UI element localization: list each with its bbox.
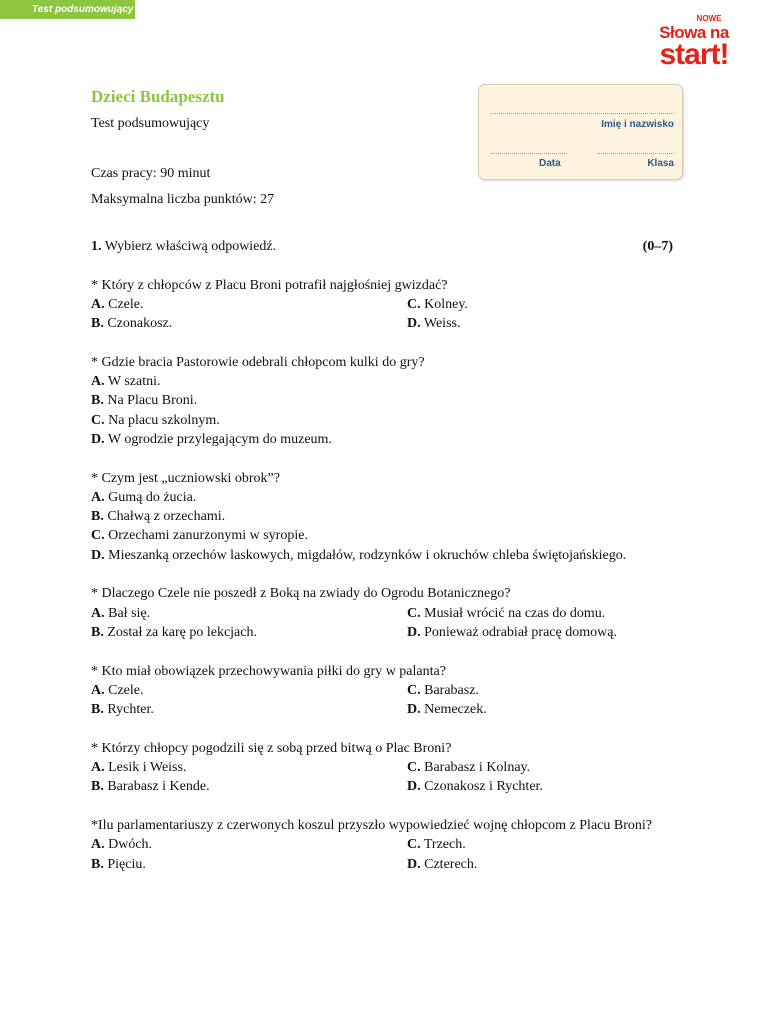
option-text: Barabasz i Kende.: [107, 779, 210, 795]
option-text: W ogrodzie przylegającym do muzeum.: [107, 431, 332, 447]
class-line: [597, 153, 674, 154]
question: [91, 584, 673, 642]
option-text: Czele.: [108, 682, 144, 698]
logo-slowa-na: Słowa na: [659, 23, 729, 42]
option-text: Barabasz i Kolnay.: [424, 760, 531, 776]
option-text: Ponieważ odrabiał pracę domową.: [424, 624, 617, 640]
option-letter: A.: [91, 489, 105, 505]
option-text: Został za karę po lekcjach.: [107, 624, 257, 640]
question: [91, 353, 673, 449]
answer-option: [407, 777, 543, 796]
work-time: Czas pracy: 90 minut: [91, 166, 211, 181]
answer-option: [91, 777, 407, 796]
name-label: Imię i nazwisko: [601, 119, 674, 130]
task-header: [91, 237, 673, 256]
date-line: [491, 153, 567, 154]
option-letter: C.: [91, 528, 105, 544]
question-text: * Który z chłopców z Placu Broni potrafił najgłośniej gwizdać?: [91, 277, 448, 293]
option-letter: D.: [407, 702, 421, 718]
option-text: Czterech.: [424, 856, 478, 872]
option-text: Musiał wrócić na czas do domu.: [424, 605, 606, 621]
answer-option: [91, 507, 673, 526]
answer-option: [407, 295, 468, 314]
option-letter: D.: [407, 856, 421, 872]
answer-option: [91, 546, 673, 565]
option-text: W szatni.: [107, 374, 161, 390]
option-letter: D.: [91, 431, 105, 447]
option-letter: D.: [407, 624, 421, 640]
option-text: Pięciu.: [107, 856, 146, 872]
task-number: 1.: [91, 239, 102, 254]
option-text: Trzech.: [423, 837, 466, 853]
answer-option: [407, 855, 477, 874]
date-label: Data: [539, 158, 561, 169]
document-subtitle: Test podsumowujący: [91, 116, 210, 131]
option-letter: C.: [407, 605, 421, 621]
option-text: Lesik i Weiss.: [108, 760, 187, 776]
option-letter: B.: [91, 316, 104, 332]
question-text: * Gdzie bracia Pastorowie odebrali chłopcom kulki do gry?: [91, 354, 425, 370]
document-title: Dzieci Budapesztu: [91, 87, 225, 106]
option-text: Rychter.: [107, 702, 154, 718]
option-text: Czele.: [108, 296, 144, 312]
option-letter: D.: [407, 779, 421, 795]
option-text: Bał się.: [108, 605, 151, 621]
option-letter: B.: [91, 702, 104, 718]
answer-option: [91, 604, 407, 623]
option-text: Mieszanką orzechów laskowych, migdałów, rodzynków i okruchów chleba świętojańskiego.: [108, 547, 627, 563]
answer-option: [91, 623, 407, 642]
option-letter: B.: [91, 509, 104, 525]
answer-option: [91, 526, 673, 545]
question: [91, 662, 673, 720]
option-letter: C.: [407, 682, 421, 698]
option-text: Kolney.: [424, 296, 468, 312]
option-text: Barabasz.: [424, 682, 479, 698]
question-text: * Którzy chłopcy pogodzili się z sobą przed bitwą o Plac Broni?: [91, 740, 452, 756]
option-letter: C.: [407, 760, 421, 776]
answer-option: [407, 314, 460, 333]
option-letter: A.: [91, 837, 105, 853]
answer-option: [91, 681, 407, 700]
question-text: * Czym jest „uczniowski obrok”?: [91, 470, 280, 486]
option-letter: B.: [91, 393, 104, 409]
option-letter: B.: [91, 624, 104, 640]
option-letter: C.: [407, 837, 421, 853]
option-letter: D.: [91, 547, 105, 563]
option-letter: B.: [91, 856, 104, 872]
question-text: * Kto miał obowiązek przechowywania piłki do gry w palanta?: [91, 663, 446, 679]
option-letter: C.: [407, 296, 421, 312]
student-info-box: [478, 84, 683, 180]
option-letter: A.: [91, 605, 105, 621]
option-letter: D.: [407, 316, 421, 332]
logo-nowe: NOWE: [696, 14, 722, 23]
option-text: Nemeczek.: [424, 702, 487, 718]
answer-option: [407, 681, 479, 700]
option-text: Orzechami zanurzonymi w syropie.: [108, 528, 308, 544]
answer-option: [91, 314, 407, 333]
answer-option: [91, 835, 407, 854]
option-text: Czonakosz.: [107, 316, 173, 332]
task-instruction: Wybierz właściwą odpowiedź.: [104, 239, 277, 254]
answer-option: [91, 488, 673, 507]
name-line: [491, 113, 674, 114]
option-text: Dwóch.: [108, 837, 153, 853]
answer-option: [407, 604, 605, 623]
answer-option: [91, 430, 673, 449]
option-letter: B.: [91, 779, 104, 795]
answer-option: [91, 372, 673, 391]
option-letter: A.: [91, 374, 105, 390]
max-points: Maksymalna liczba punktów: 27: [91, 192, 275, 207]
option-letter: C.: [91, 412, 105, 428]
answer-option: [407, 758, 530, 777]
option-letter: A.: [91, 760, 105, 776]
option-text: Czonakosz i Rychter.: [424, 779, 543, 795]
option-text: Na placu szkolnym.: [108, 412, 220, 428]
test-content: [91, 237, 673, 874]
answer-option: [407, 623, 617, 642]
question: [91, 276, 673, 334]
answer-option: [91, 700, 407, 719]
class-label: Klasa: [647, 158, 674, 169]
answer-option: [91, 758, 407, 777]
option-text: Na Placu Broni.: [107, 393, 198, 409]
option-text: Weiss.: [423, 316, 461, 332]
logo-start: start!: [659, 38, 729, 71]
question: [91, 469, 673, 565]
option-text: Chałwą z orzechami.: [107, 509, 226, 525]
answer-option: [91, 411, 673, 430]
section-tag: Test podsumowujący: [0, 0, 135, 19]
answer-option: [407, 835, 466, 854]
publisher-logo: [650, 14, 738, 72]
task-score: (0–7): [642, 239, 673, 254]
answer-option: [407, 700, 487, 719]
question-text: * Dlaczego Czele nie poszedł z Boką na zwiady do Ogrodu Botanicznego?: [91, 586, 511, 602]
question: [91, 816, 673, 874]
option-letter: A.: [91, 682, 105, 698]
answer-option: [91, 295, 407, 314]
question-text: *Ilu parlamentariuszy z czerwonych koszul przyszło wypowiedzieć wojnę chłopcom z Placu Broni?: [91, 817, 652, 833]
option-letter: A.: [91, 296, 105, 312]
answer-option: [91, 391, 673, 410]
question: [91, 739, 673, 797]
answer-option: [91, 855, 407, 874]
option-text: Gumą do żucia.: [108, 489, 197, 505]
